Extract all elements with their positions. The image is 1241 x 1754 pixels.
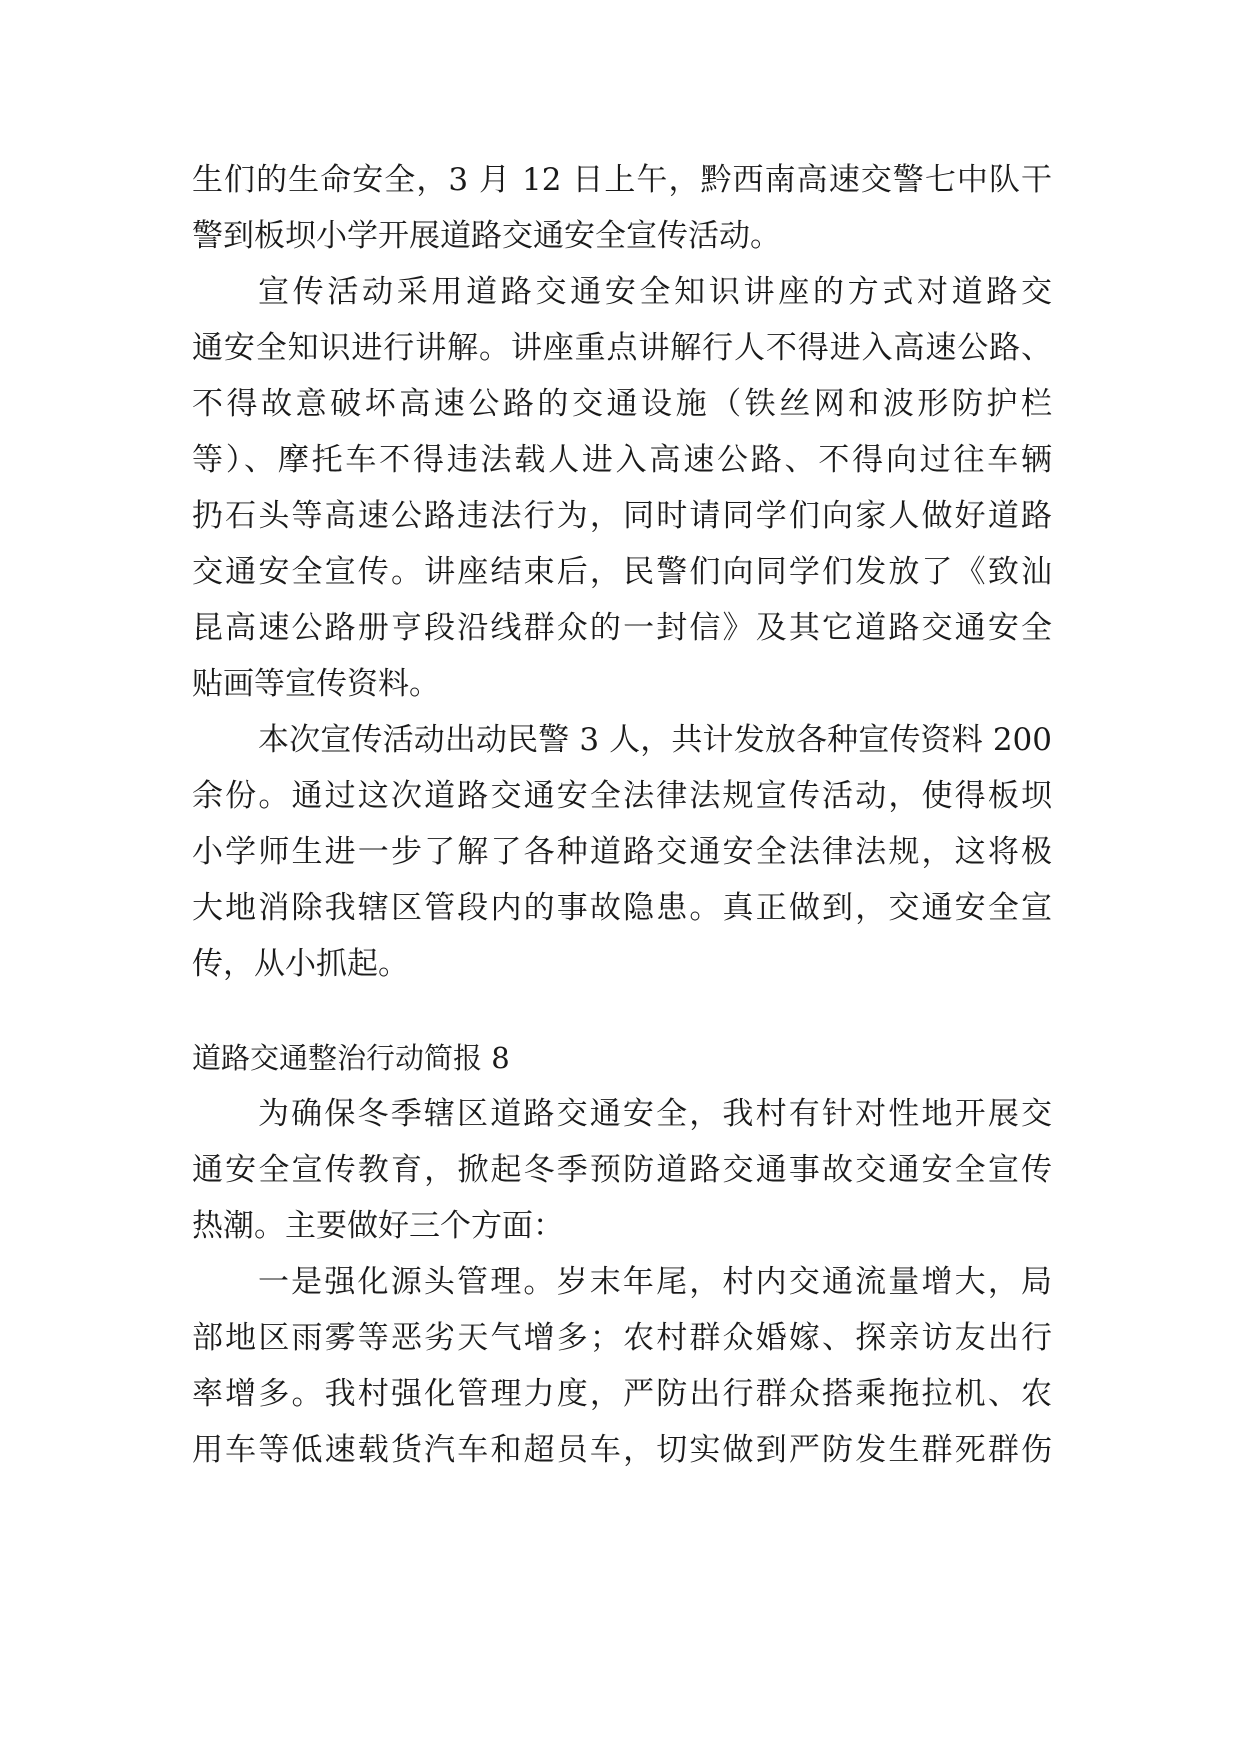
paragraph-line: 通安全宣传教育，掀起冬季预防道路交通事故交通安全宣传 <box>192 1152 1052 1188</box>
paragraph-line: 部地区雨雾等恶劣天气增多；农村群众婚嫁、探亲访友出行 <box>192 1320 1052 1356</box>
section-heading: 道路交通整治行动简报 8 <box>192 1041 510 1075</box>
paragraph-line: 为确保冬季辖区道路交通安全，我村有针对性地开展交 <box>258 1096 1052 1132</box>
paragraph-line: 大地消除我辖区管段内的事故隐患。真正做到，交通安全宣 <box>192 890 1052 926</box>
paragraph-line: 不得故意破坏高速公路的交通设施（铁丝网和波形防护栏 <box>192 386 1052 422</box>
paragraph-line: 贴画等宣传资料。 <box>192 666 440 702</box>
paragraph-line: 用车等低速载货汽车和超员车，切实做到严防发生群死群伤 <box>192 1432 1052 1468</box>
paragraph-line: 一是强化源头管理。岁末年尾，村内交通流量增大，局 <box>258 1264 1052 1300</box>
paragraph-line: 宣传活动采用道路交通安全知识讲座的方式对道路交 <box>258 274 1052 310</box>
paragraph-line: 等）、摩托车不得违法载人进入高速公路、不得向过往车辆 <box>192 442 1052 478</box>
paragraph-line: 警到板坝小学开展道路交通安全宣传活动。 <box>192 218 781 254</box>
paragraph-line: 交通安全宣传。讲座结束后，民警们向同学们发放了《致汕 <box>192 554 1052 590</box>
paragraph-line: 小学师生进一步了解了各种道路交通安全法律法规，这将极 <box>192 834 1052 870</box>
paragraph-line: 本次宣传活动出动民警 3 人，共计发放各种宣传资料 200 <box>258 722 1052 758</box>
paragraph-line: 昆高速公路册亨段沿线群众的一封信》及其它道路交通安全 <box>192 610 1052 646</box>
paragraph-line: 热潮。主要做好三个方面： <box>192 1208 564 1244</box>
paragraph-line: 率增多。我村强化管理力度，严防出行群众搭乘拖拉机、农 <box>192 1376 1052 1412</box>
paragraph-line: 余份。通过这次道路交通安全法律法规宣传活动，使得板坝 <box>192 778 1052 814</box>
paragraph-line: 通安全知识进行讲解。讲座重点讲解行人不得进入高速公路、 <box>192 330 1052 366</box>
paragraph-line: 生们的生命安全，3 月 12 日上午，黔西南高速交警七中队干 <box>192 162 1052 198</box>
paragraph-line: 传，从小抓起。 <box>192 946 409 982</box>
paragraph-line: 扔石头等高速公路违法行为，同时请同学们向家人做好道路 <box>192 498 1052 534</box>
